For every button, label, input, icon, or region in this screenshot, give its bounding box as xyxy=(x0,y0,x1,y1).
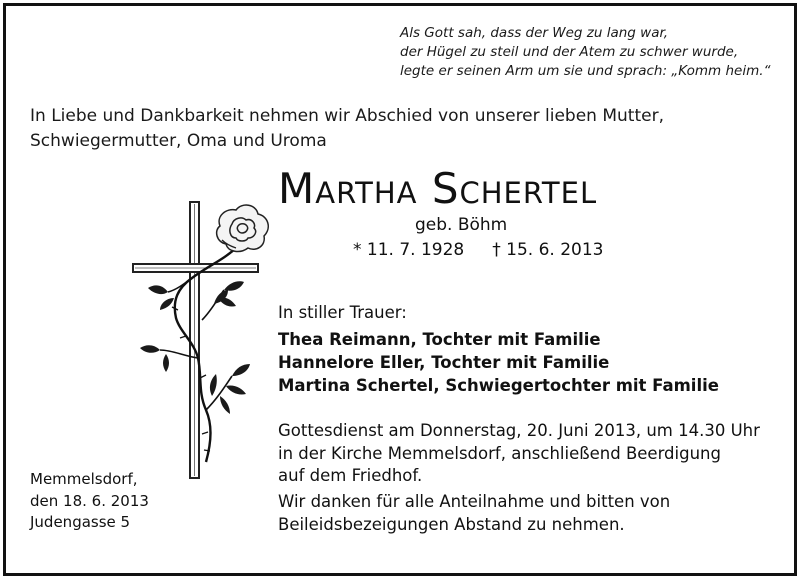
poem-line: der Hügel zu steil und der Atem zu schwer wurde, xyxy=(400,44,739,60)
intro-line: In Liebe und Dankbarkeit nehmen wir Abschied von unserer lieben Mutter, xyxy=(30,106,664,126)
poem-line: legte er seinen Arm um sie und sprach: „Komm heim.“ xyxy=(400,63,771,79)
cross-with-rose-icon xyxy=(128,200,278,490)
thanks-note xyxy=(278,490,778,536)
service-info xyxy=(278,420,778,488)
mourner-entry: Thea Reimann, Tochter mit Familie xyxy=(278,330,601,349)
deceased-name: Martha Schertel xyxy=(278,164,598,213)
place-and-date xyxy=(30,469,250,534)
intro-line: Schwiegermutter, Oma und Uroma xyxy=(30,131,327,151)
death-date: † 15. 6. 2013 xyxy=(492,240,604,260)
service-line: in der Kirche Memmelsdorf, anschließend Beerdigung xyxy=(278,443,721,463)
life-dates xyxy=(353,238,603,262)
thanks-line: Beileidsbezeigungen Abstand zu nehmen. xyxy=(278,515,625,534)
maiden-name: geb. Böhm xyxy=(415,215,508,235)
service-line: Gottesdienst am Donnerstag, 20. Juni 2013, um 14.30 Uhr xyxy=(278,421,760,440)
mourner-entry: Martina Schertel, Schwiegertochter mit Familie xyxy=(278,376,719,395)
thanks-line: Wir danken für alle Anteilnahme und bitten von xyxy=(278,492,671,511)
mourners-heading: In stiller Trauer: xyxy=(278,303,407,322)
poem-quote xyxy=(400,24,780,81)
mourners-section xyxy=(278,301,778,397)
poem-line: Als Gott sah, dass der Weg zu lang war, xyxy=(400,25,669,41)
intro-text xyxy=(30,104,730,154)
birth-date: * 11. 7. 1928 xyxy=(353,240,465,260)
mourner-entry: Hannelore Eller, Tochter mit Familie xyxy=(278,353,610,372)
place-line: den 18. 6. 2013 xyxy=(30,491,149,510)
place-line: Memmelsdorf, xyxy=(30,470,138,488)
place-line: Judengasse 5 xyxy=(30,513,131,531)
service-line: auf dem Friedhof. xyxy=(278,466,423,485)
